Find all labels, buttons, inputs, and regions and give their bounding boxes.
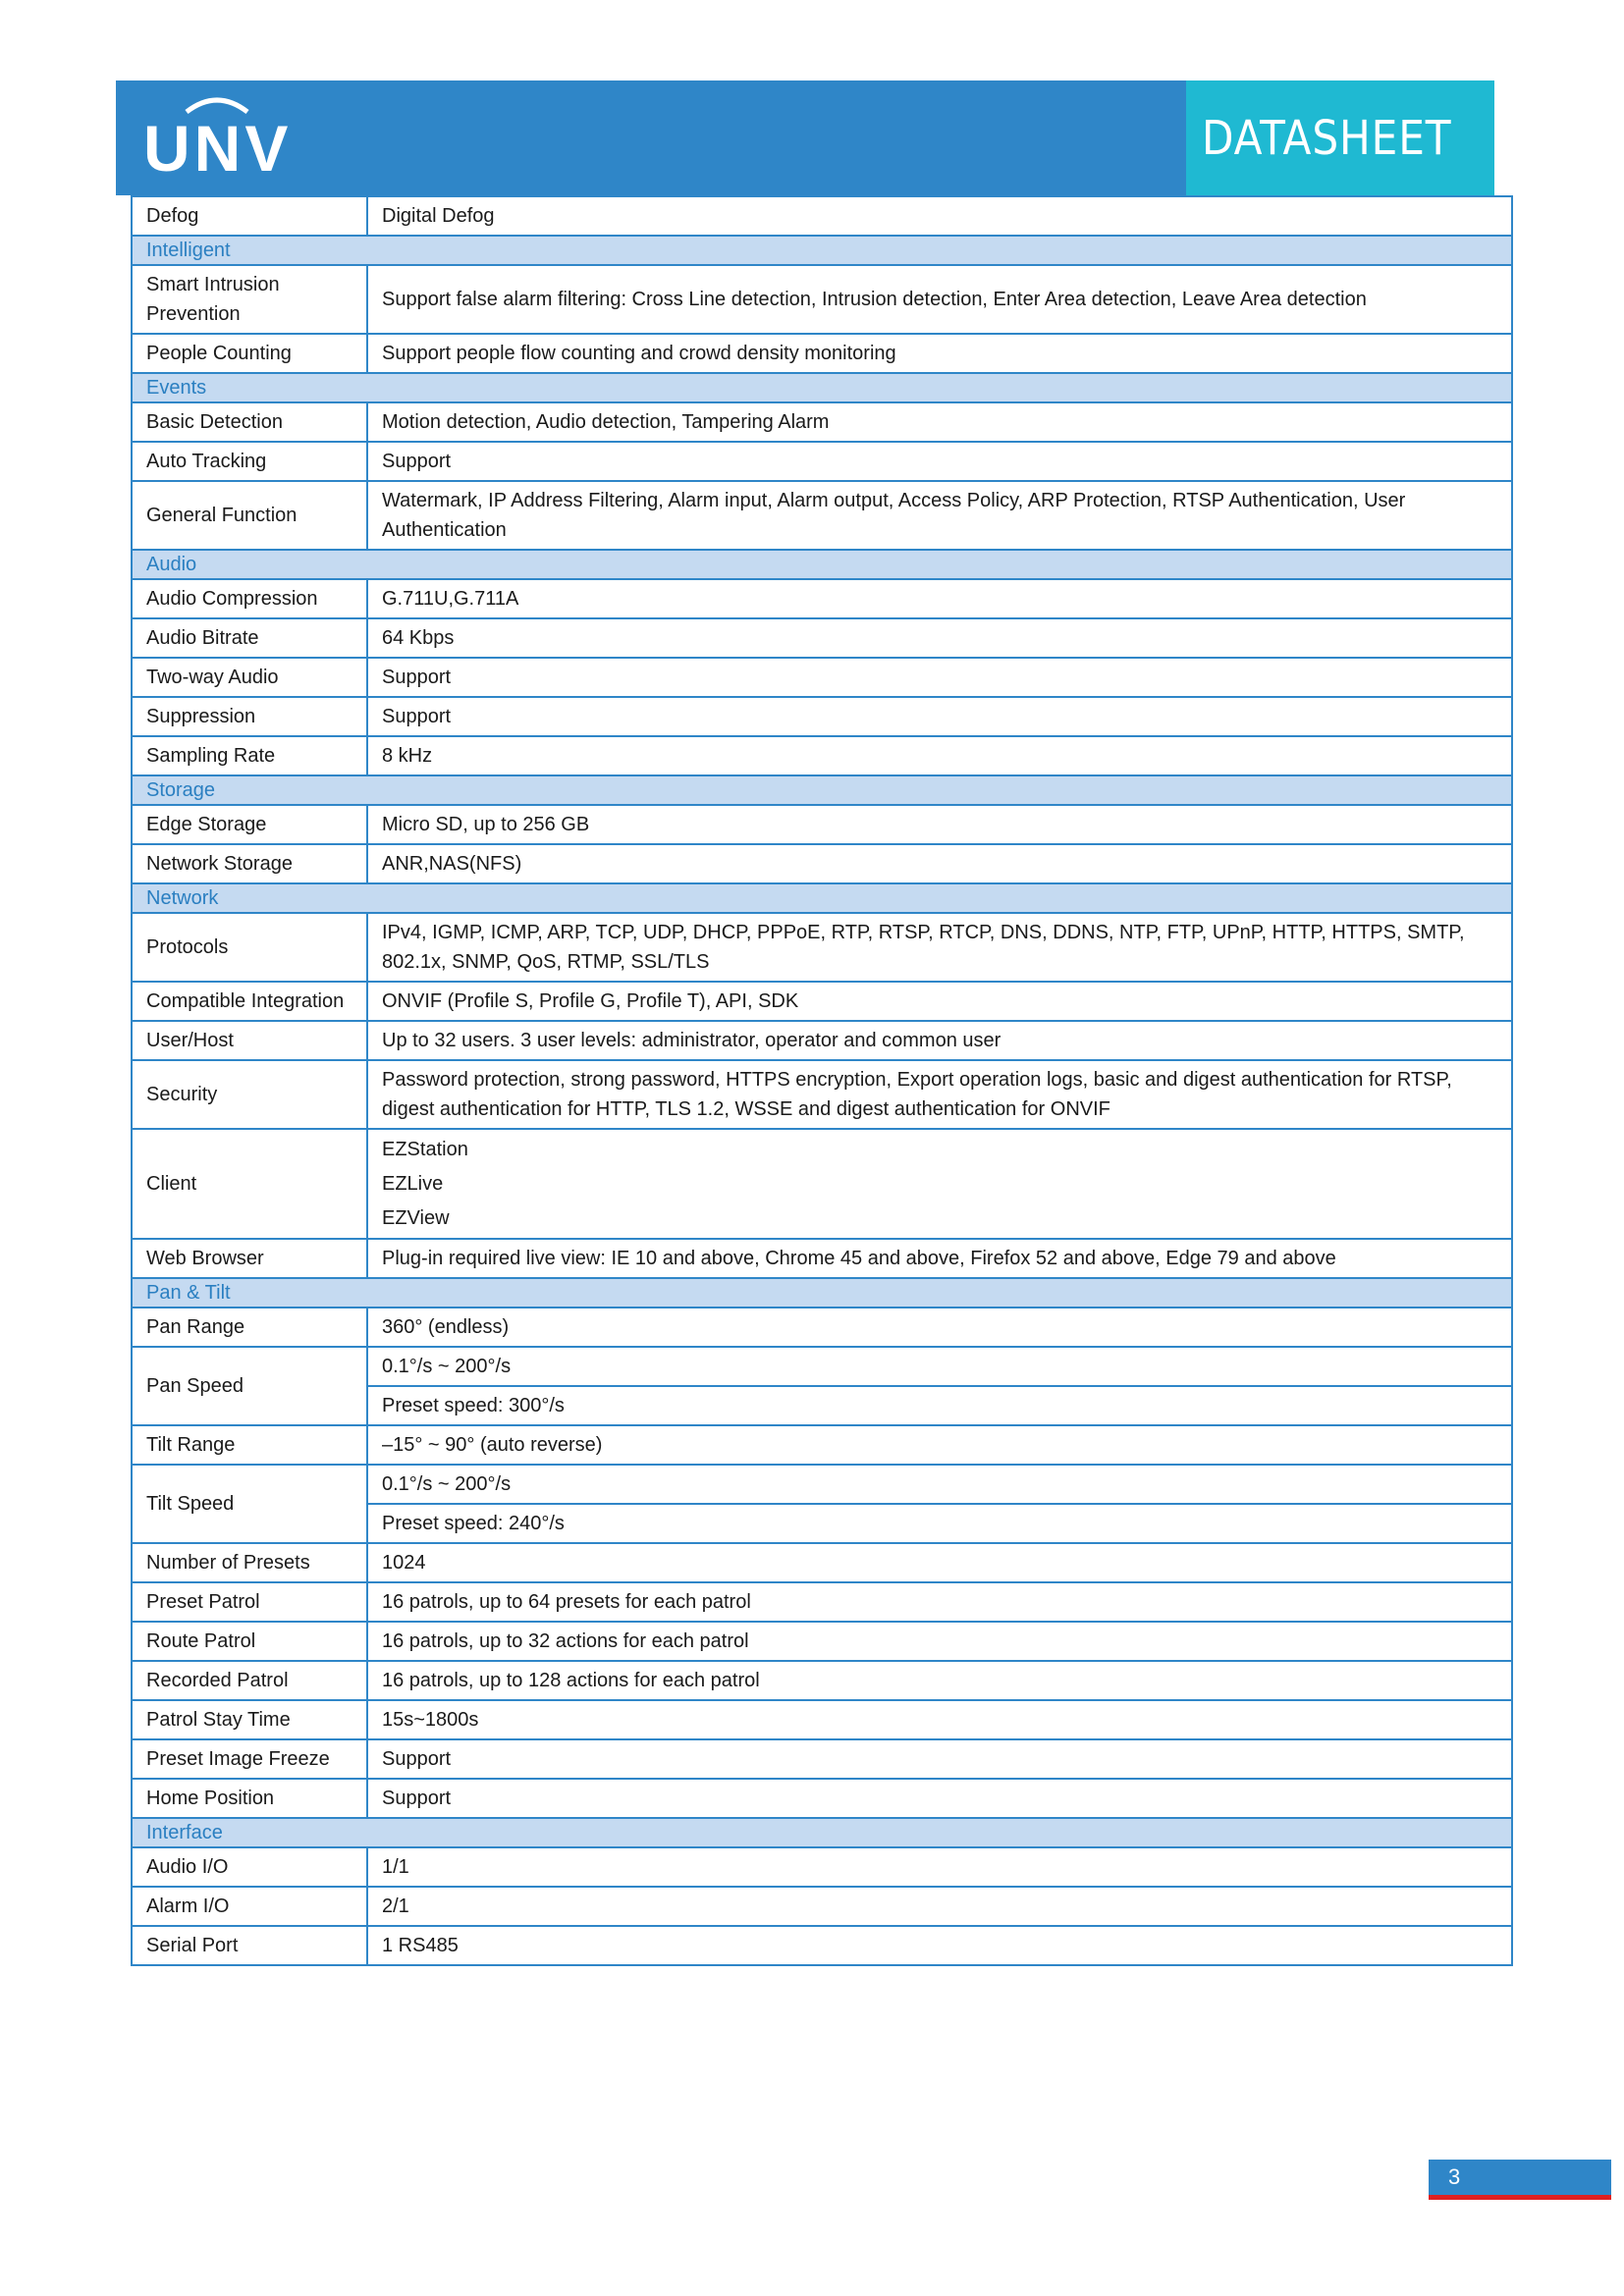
spec-key: Compatible Integration — [132, 982, 367, 1021]
spec-key: Tilt Range — [132, 1425, 367, 1465]
spec-row — [132, 1700, 1512, 1739]
section-title: Storage — [132, 775, 1512, 805]
spec-key: General Function — [132, 481, 367, 550]
spec-key: Audio Bitrate — [132, 618, 367, 658]
spec-value-line: EZView — [382, 1206, 450, 1229]
spec-key: Two-way Audio — [132, 658, 367, 697]
spec-row — [132, 913, 1512, 982]
spec-value: Preset speed: 240°/s — [367, 1504, 1512, 1543]
spec-key: Home Position — [132, 1779, 367, 1818]
spec-row — [132, 1308, 1512, 1347]
spec-value: 64 Kbps — [367, 618, 1512, 658]
spec-row — [132, 1847, 1512, 1887]
spec-value: 1 RS485 — [367, 1926, 1512, 1965]
spec-value: Preset speed: 300°/s — [367, 1386, 1512, 1425]
spec-key: Recorded Patrol — [132, 1661, 367, 1700]
spec-key: Security — [132, 1060, 367, 1129]
spec-key: Basic Detection — [132, 402, 367, 442]
spec-value: 1024 — [367, 1543, 1512, 1582]
spec-key: Audio I/O — [132, 1847, 367, 1887]
section-header — [132, 1278, 1512, 1308]
spec-value: Digital Defog — [367, 196, 1512, 236]
spec-row — [132, 1129, 1512, 1239]
section-header — [132, 775, 1512, 805]
spec-key: Client — [132, 1129, 367, 1239]
spec-key: Tilt Speed — [132, 1465, 367, 1543]
brand-logo — [143, 94, 291, 183]
page-header — [116, 80, 1494, 195]
spec-key: Preset Patrol — [132, 1582, 367, 1622]
spec-value: Support — [367, 658, 1512, 697]
datasheet-badge — [1186, 80, 1494, 195]
spec-key: Alarm I/O — [132, 1887, 367, 1926]
spec-value: Up to 32 users. 3 user levels: administrator, operator and common user — [367, 1021, 1512, 1060]
spec-key: Protocols — [132, 913, 367, 982]
spec-row — [132, 1060, 1512, 1129]
spec-value: –15° ~ 90° (auto reverse) — [367, 1425, 1512, 1465]
spec-row — [132, 805, 1512, 844]
spec-row — [132, 1779, 1512, 1818]
spec-value: Support people flow counting and crowd density monitoring — [367, 334, 1512, 373]
spec-row — [132, 1347, 1512, 1386]
spec-value: Plug-in required live view: IE 10 and above, Chrome 45 and above, Firefox 52 and above, Edge 79 and above — [367, 1239, 1512, 1278]
spec-key: Auto Tracking — [132, 442, 367, 481]
spec-row — [132, 1425, 1512, 1465]
spec-value: 16 patrols, up to 64 presets for each patrol — [367, 1582, 1512, 1622]
section-title: Audio — [132, 550, 1512, 579]
spec-key: Route Patrol — [132, 1622, 367, 1661]
spec-row — [132, 1661, 1512, 1700]
spec-row — [132, 1887, 1512, 1926]
spec-value-line: EZStation — [382, 1138, 468, 1160]
spec-row — [132, 1582, 1512, 1622]
spec-row — [132, 196, 1512, 236]
spec-key: Network Storage — [132, 844, 367, 883]
spec-row — [132, 697, 1512, 736]
section-header — [132, 373, 1512, 402]
spec-value: 0.1°/s ~ 200°/s — [367, 1465, 1512, 1504]
spec-value: 360° (endless) — [367, 1308, 1512, 1347]
spec-value: Watermark, IP Address Filtering, Alarm input, Alarm output, Access Policy, ARP Protection, RTSP Authentication, User Authentication — [367, 481, 1512, 550]
spec-key: Edge Storage — [132, 805, 367, 844]
section-title: Pan & Tilt — [132, 1278, 1512, 1308]
section-title: Network — [132, 883, 1512, 913]
spec-value-line: EZLive — [382, 1172, 444, 1195]
spec-key: People Counting — [132, 334, 367, 373]
spec-value: 16 patrols, up to 32 actions for each patrol — [367, 1622, 1512, 1661]
spec-value: Support — [367, 1739, 1512, 1779]
section-header — [132, 236, 1512, 265]
spec-table — [131, 195, 1513, 1966]
spec-key: Defog — [132, 196, 367, 236]
section-header — [132, 550, 1512, 579]
spec-value-list — [367, 1129, 1512, 1239]
spec-row — [132, 736, 1512, 775]
spec-row — [132, 1239, 1512, 1278]
spec-value: 8 kHz — [367, 736, 1512, 775]
spec-key: Web Browser — [132, 1239, 367, 1278]
spec-row — [132, 1021, 1512, 1060]
spec-key: Pan Range — [132, 1308, 367, 1347]
spec-row — [132, 402, 1512, 442]
section-title: Events — [132, 373, 1512, 402]
spec-value: Password protection, strong password, HTTPS encryption, Export operation logs, basic and digest authentication for RTSP, digest authentication for HTTP, TLS 1.2, WSSE and digest authentication for ONVIF — [367, 1060, 1512, 1129]
spec-value: G.711U,G.711A — [367, 579, 1512, 618]
spec-row — [132, 334, 1512, 373]
spec-value: 1/1 — [367, 1847, 1512, 1887]
spec-key: Serial Port — [132, 1926, 367, 1965]
spec-value: Motion detection, Audio detection, Tampering Alarm — [367, 402, 1512, 442]
logo-text: UNV — [143, 112, 293, 185]
spec-key: Smart Intrusion Prevention — [132, 265, 367, 334]
spec-row — [132, 265, 1512, 334]
section-title: Interface — [132, 1818, 1512, 1847]
spec-key: User/Host — [132, 1021, 367, 1060]
spec-value: IPv4, IGMP, ICMP, ARP, TCP, UDP, DHCP, PPPoE, RTP, RTSP, RTCP, DNS, DDNS, NTP, FTP, UPnP, HTTP, HTTPS, SMTP, 802.1x, SNMP, QoS, RTMP, SSL/TLS — [367, 913, 1512, 982]
spec-row — [132, 1543, 1512, 1582]
spec-key: Patrol Stay Time — [132, 1700, 367, 1739]
spec-row — [132, 1739, 1512, 1779]
spec-value: ANR,NAS(NFS) — [367, 844, 1512, 883]
spec-value: Micro SD, up to 256 GB — [367, 805, 1512, 844]
spec-key: Suppression — [132, 697, 367, 736]
page-number: 3 — [1429, 2160, 1611, 2195]
spec-key: Pan Speed — [132, 1347, 367, 1425]
spec-value: Support — [367, 442, 1512, 481]
spec-value: Support — [367, 697, 1512, 736]
spec-row — [132, 844, 1512, 883]
spec-row — [132, 1926, 1512, 1965]
spec-value: 0.1°/s ~ 200°/s — [367, 1347, 1512, 1386]
spec-row — [132, 481, 1512, 550]
spec-value: 16 patrols, up to 128 actions for each patrol — [367, 1661, 1512, 1700]
spec-value: 2/1 — [367, 1887, 1512, 1926]
page-number-underline — [1429, 2195, 1611, 2200]
section-title: Intelligent — [132, 236, 1512, 265]
spec-row — [132, 579, 1512, 618]
spec-value: Support — [367, 1779, 1512, 1818]
datasheet-label: DATASHEET — [1202, 111, 1452, 166]
spec-row — [132, 1465, 1512, 1504]
spec-key: Number of Presets — [132, 1543, 367, 1582]
spec-value: Support false alarm filtering: Cross Line detection, Intrusion detection, Enter Area detection, Leave Area detection — [367, 265, 1512, 334]
spec-row — [132, 982, 1512, 1021]
spec-key: Audio Compression — [132, 579, 367, 618]
unv-arc-logo-icon — [183, 94, 251, 114]
spec-value: 15s~1800s — [367, 1700, 1512, 1739]
spec-row — [132, 658, 1512, 697]
section-header — [132, 1818, 1512, 1847]
spec-value: ONVIF (Profile S, Profile G, Profile T), API, SDK — [367, 982, 1512, 1021]
spec-key: Preset Image Freeze — [132, 1739, 367, 1779]
spec-row — [132, 618, 1512, 658]
section-header — [132, 883, 1512, 913]
spec-row — [132, 1622, 1512, 1661]
spec-row — [132, 442, 1512, 481]
spec-key: Sampling Rate — [132, 736, 367, 775]
